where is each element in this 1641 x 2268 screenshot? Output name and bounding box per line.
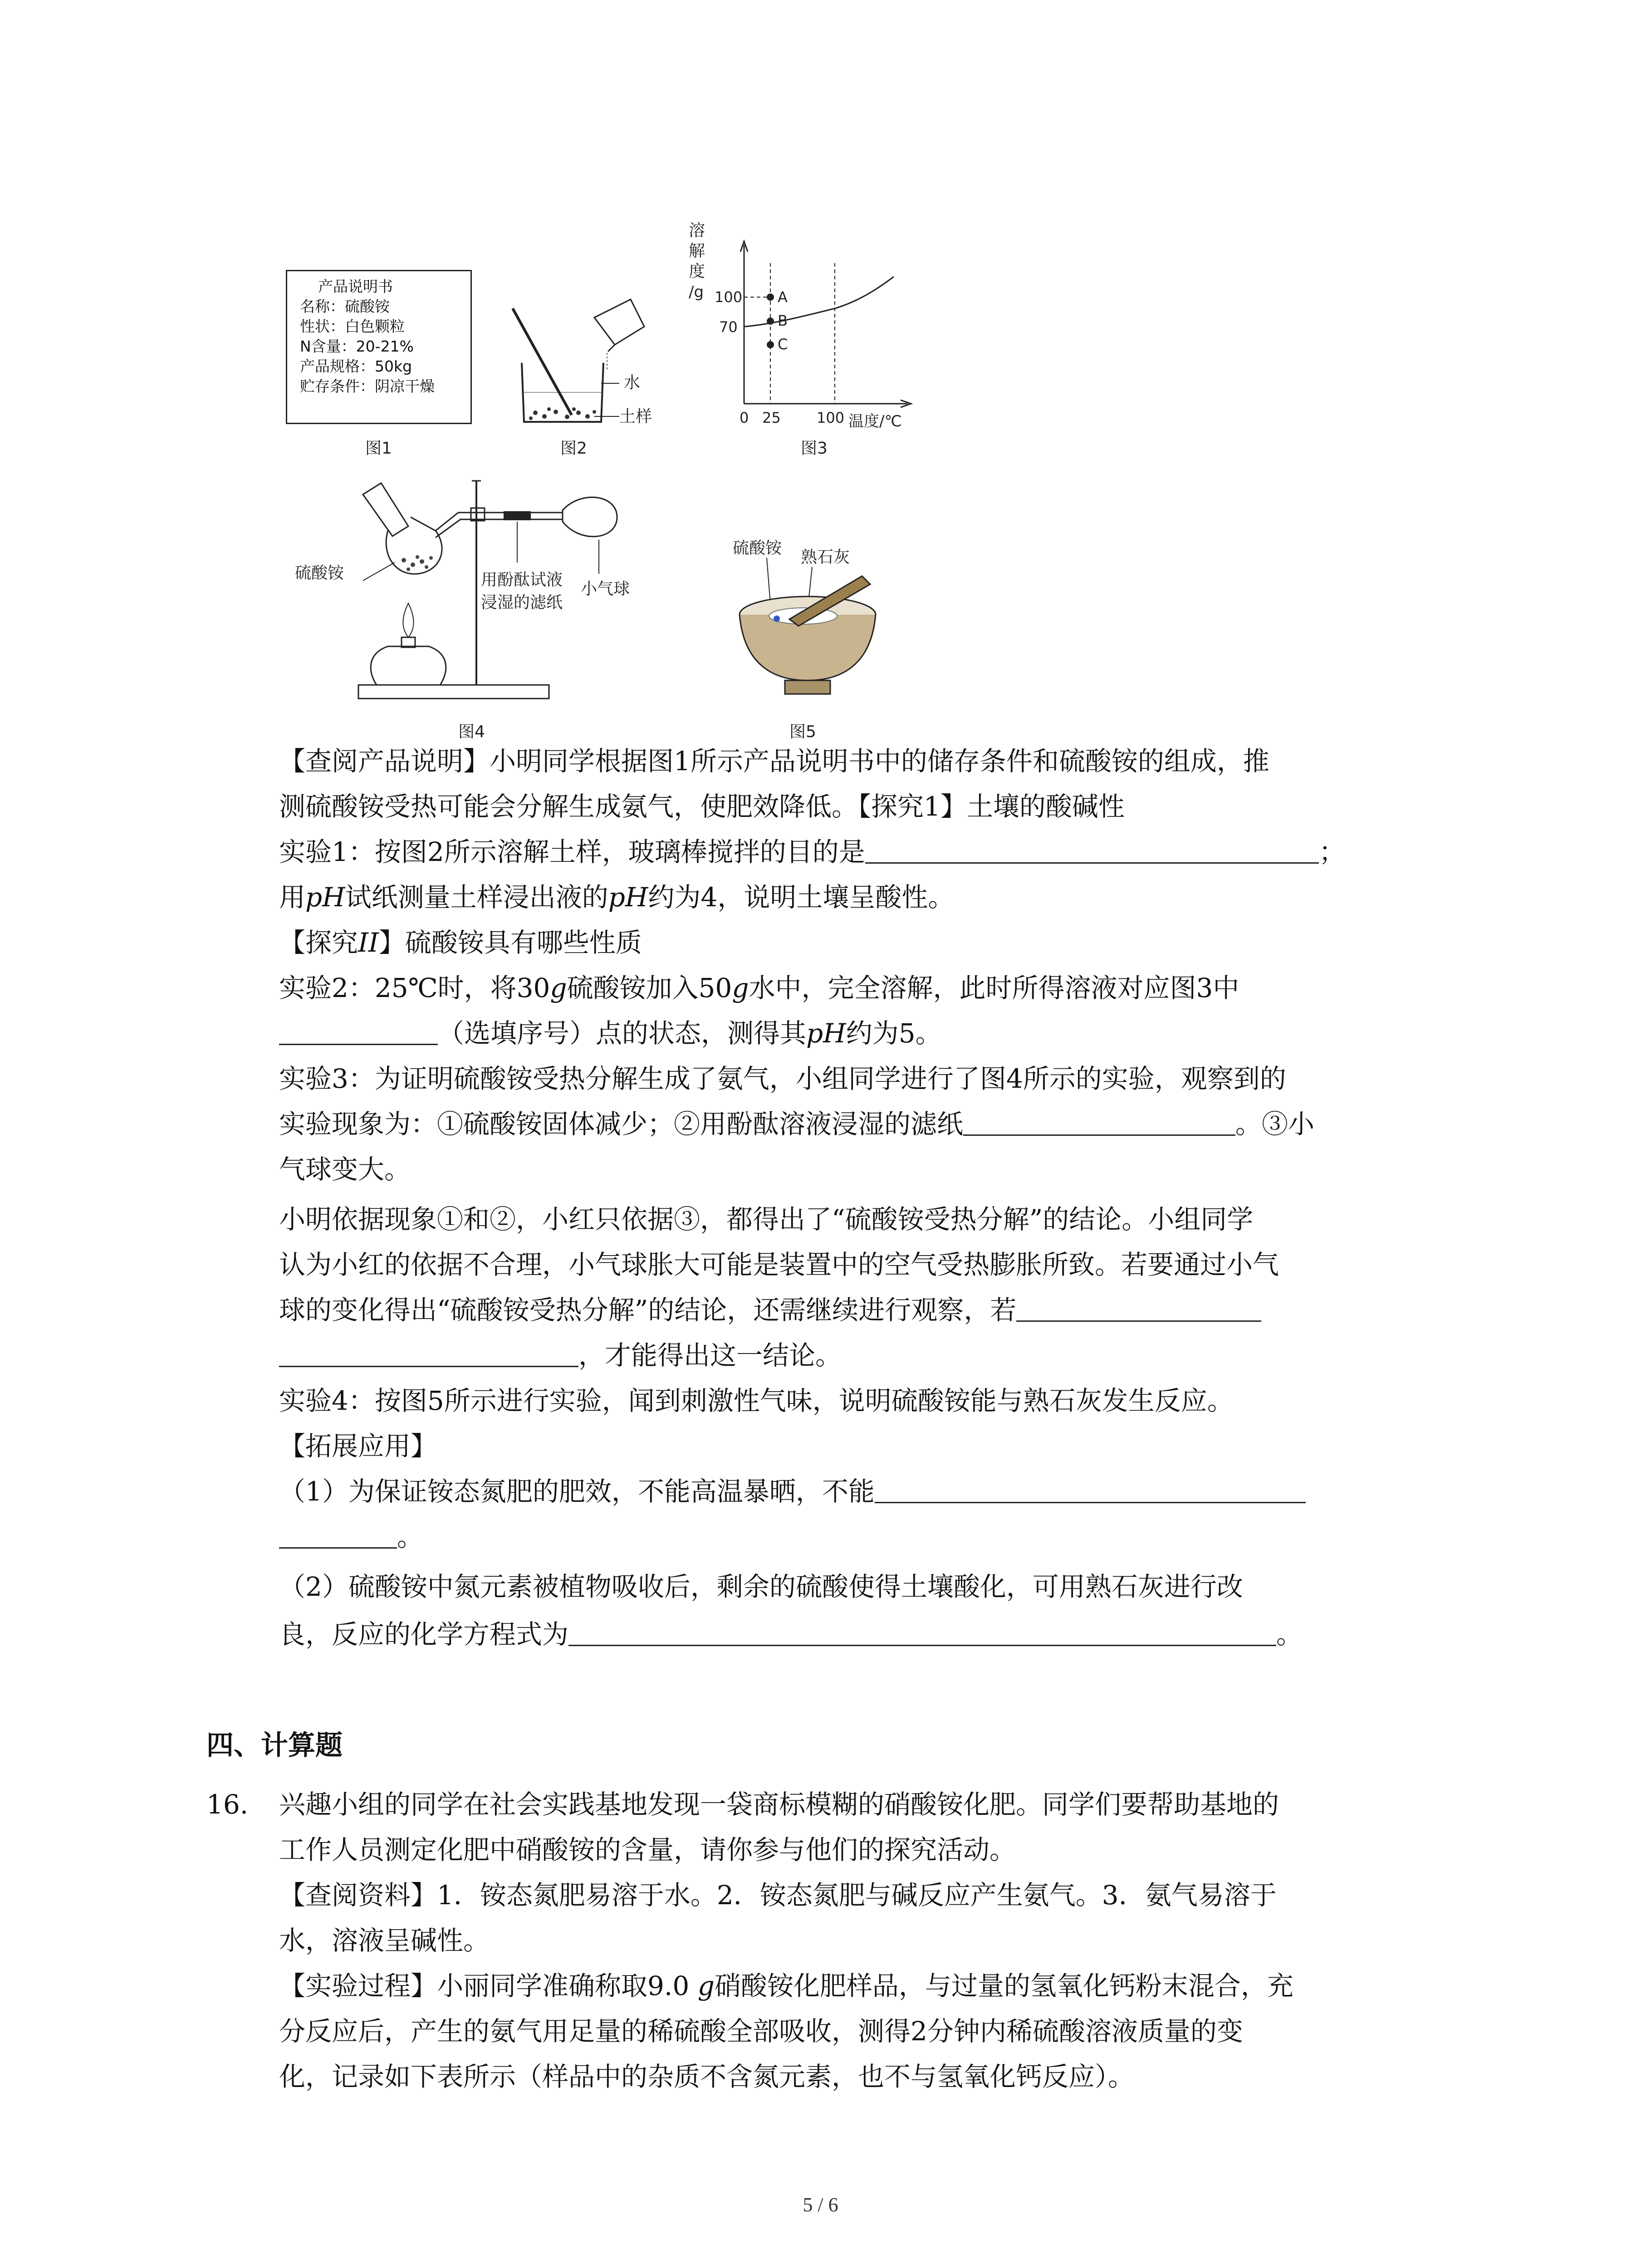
text-span: ，才能得出这一结论。 [578, 1340, 842, 1371]
y-tick-70: 70 [719, 318, 738, 336]
figure-2 [504, 290, 653, 431]
text-line [279, 875, 1440, 919]
y-axis-label-char: 溶 [689, 221, 705, 240]
figure-4-caption: 图4 [458, 723, 485, 741]
label-filter-paper-2: 浸湿的滤纸 [481, 593, 563, 612]
text-span: 球的变化得出“硫酸铵受热分解”的结论，还需继续进行观察，若 [279, 1295, 1017, 1325]
x-tick-0: 0 [740, 409, 749, 426]
answer-blank[interactable] [875, 1474, 1306, 1503]
text-line [279, 1012, 1440, 1055]
answer-blank[interactable] [279, 1338, 578, 1367]
text-line: 测硫酸铵受热可能会分解生成氨气，使肥效降低。【探究1】土壤的酸碱性 [279, 791, 1125, 822]
text-line [279, 1470, 1440, 1513]
text-line [279, 966, 1440, 1010]
text-line: 分反应后，产生的氨气用足量的稀硫酸全部吸收，测得2分钟内稀硫酸溶液质量的变 [279, 2016, 1243, 2047]
text-span: 【探究 [279, 927, 358, 958]
text-line [279, 1515, 1440, 1559]
text-span-italic: g [550, 973, 567, 1003]
text-span: 试纸测量土样浸出液的 [345, 882, 608, 913]
y-tick-100: 100 [715, 288, 743, 306]
label-water: 水 [624, 373, 641, 392]
text-line [279, 1102, 1440, 1146]
text-span: 实验现象为：①硫酸铵固体减少；②用酚酞溶液浸湿的滤纸 [279, 1109, 964, 1139]
text-line [279, 921, 1440, 964]
text-line: 兴趣小组的同学在社会实践基地发现一袋商标模糊的硝酸铵化肥。同学们要帮助基地的 [279, 1789, 1279, 1820]
text-line [279, 1613, 1440, 1656]
text-line [279, 1334, 1440, 1377]
answer-blank[interactable] [279, 1016, 438, 1045]
label-balloon: 小气球 [581, 580, 630, 598]
text-span: 。 [1276, 1619, 1303, 1650]
y-axis-label-char: 解 [689, 242, 705, 260]
label-title: 产品说明书 [318, 278, 393, 295]
text-span: 【实验过程】小丽同学准确称取9.0 [279, 1970, 698, 2001]
answer-blank[interactable] [963, 1106, 1235, 1136]
question-number: 16. [206, 1789, 249, 1820]
text-line: 化，记录如下表所示（样品中的杂质不含氮元素，也不与氢氧化钙反应）。 [279, 2061, 1135, 2092]
text-span: 。 [397, 1521, 424, 1552]
point-label-c: C [778, 336, 788, 353]
label-filter-paper-1: 用酚酞试液 [481, 571, 563, 589]
figure-5-caption: 图5 [789, 723, 816, 741]
text-span-italic: g [697, 1970, 715, 2001]
label-soil: 土样 [619, 407, 652, 426]
text-span: 】硫酸铵具有哪些性质 [378, 927, 642, 958]
x-tick-25: 25 [762, 409, 781, 426]
text-span: ； [1318, 836, 1345, 867]
figure-5 [726, 535, 907, 708]
figure-1 [286, 270, 472, 424]
answer-blank[interactable] [865, 834, 1319, 864]
x-axis-label: 温度/℃ [848, 412, 902, 430]
text-span-italic: pH [806, 1018, 846, 1049]
text-span: 约为4，说明土壤呈酸性。 [648, 882, 955, 913]
text-line: （2）硫酸铵中氮元素被植物吸收后，剩余的硫酸使得土壤酸化，可用熟石灰进行改 [279, 1571, 1243, 1602]
text-line: 工作人员测定化肥中硝酸铵的含量，请你参与他们的探究活动。 [279, 1834, 1016, 1865]
page-number: 5 / 6 [803, 2194, 838, 2216]
text-span: 实验2：25℃时，将30 [279, 973, 550, 1003]
text-span-italic: II [358, 927, 379, 958]
text-line: 实验3：为证明硫酸铵受热分解生成了氨气，小组同学进行了图4所示的实验，观察到的 [279, 1063, 1286, 1094]
text-span: 硫酸铵加入50 [567, 973, 732, 1003]
text-span-italic: pH [305, 882, 345, 913]
text-span-italic: g [732, 973, 749, 1003]
point-label-b: B [778, 312, 788, 329]
text-line: 气球变大。 [279, 1154, 411, 1185]
text-line: 认为小红的依据不合理，小气球胀大可能是装置中的空气受热膨胀所致。若要通过小气 [279, 1249, 1279, 1280]
text-line: 水，溶液呈碱性。 [279, 1925, 490, 1956]
text-line: 【拓展应用】 [279, 1431, 437, 1461]
label-ammonium-sulfate-5: 硫酸铵 [733, 539, 782, 557]
point-b [767, 318, 774, 325]
label-row: 名称：硫酸铵 [300, 298, 390, 315]
text-line: 【查阅资料】1．铵态氮肥易溶于水。2．铵态氮肥与碱反应产生氨气。3．氨气易溶于 [279, 1880, 1277, 1911]
x-tick-100: 100 [817, 409, 845, 426]
point-c [767, 341, 774, 348]
text-line: 【查阅产品说明】小明同学根据图1所示产品说明书中的储存条件和硫酸铵的组成，推 [279, 746, 1269, 777]
label-row: 性状：白色颗粒 [300, 318, 405, 335]
text-span: 用 [279, 882, 306, 913]
text-span: 。③小 [1235, 1109, 1315, 1139]
text-line [279, 830, 1440, 874]
y-axis-label-char: 度 [689, 262, 705, 281]
label-slaked-lime: 熟石灰 [801, 548, 850, 567]
answer-blank[interactable] [1016, 1292, 1261, 1322]
y-axis-label-char: /g [689, 283, 704, 301]
text-line [279, 1964, 1440, 2008]
text-span: （1）为保证铵态氮肥的肥效，不能高温暴晒，不能 [279, 1476, 875, 1507]
answer-blank[interactable] [279, 1519, 397, 1549]
text-span-italic: pH [608, 882, 648, 913]
text-span: 约为5。 [846, 1018, 942, 1049]
label-ammonium-sulfate: 硫酸铵 [295, 564, 344, 582]
point-label-a: A [778, 288, 788, 306]
text-span: 良，反应的化学方程式为 [279, 1619, 569, 1650]
section-title: 四、计算题 [206, 1730, 343, 1761]
text-span: 水中，完全溶解，此时所得溶液对应图3中 [749, 973, 1239, 1003]
figure-3 [681, 213, 935, 431]
text-span: 硝酸铵化肥样品，与过量的氢氧化钙粉末混合，充 [714, 1970, 1293, 2001]
answer-blank[interactable] [568, 1617, 1276, 1646]
figure-2-caption: 图2 [560, 439, 587, 458]
label-row: 产品规格：50kg [300, 357, 412, 375]
figure-1-caption: 图1 [365, 439, 392, 458]
label-row: 贮存条件：阴凉干燥 [300, 377, 435, 395]
text-line: 实验4：按图5所示进行实验，闻到刺激性气味，说明硫酸铵能与熟石灰发生反应。 [279, 1385, 1234, 1416]
text-line: 小明依据现象①和②，小红只依据③，都得出了“硫酸铵受热分解”的结论。小组同学 [279, 1204, 1254, 1235]
figure-3-caption: 图3 [801, 439, 828, 458]
text-span: 实验1：按图2所示溶解土样，玻璃棒搅拌的目的是 [279, 836, 865, 867]
point-a [767, 293, 774, 301]
figure-4 [290, 458, 699, 717]
text-span: （选填序号）点的状态，测得其 [438, 1018, 807, 1049]
label-row: N含量：20-21% [300, 337, 414, 355]
text-line [279, 1288, 1440, 1332]
